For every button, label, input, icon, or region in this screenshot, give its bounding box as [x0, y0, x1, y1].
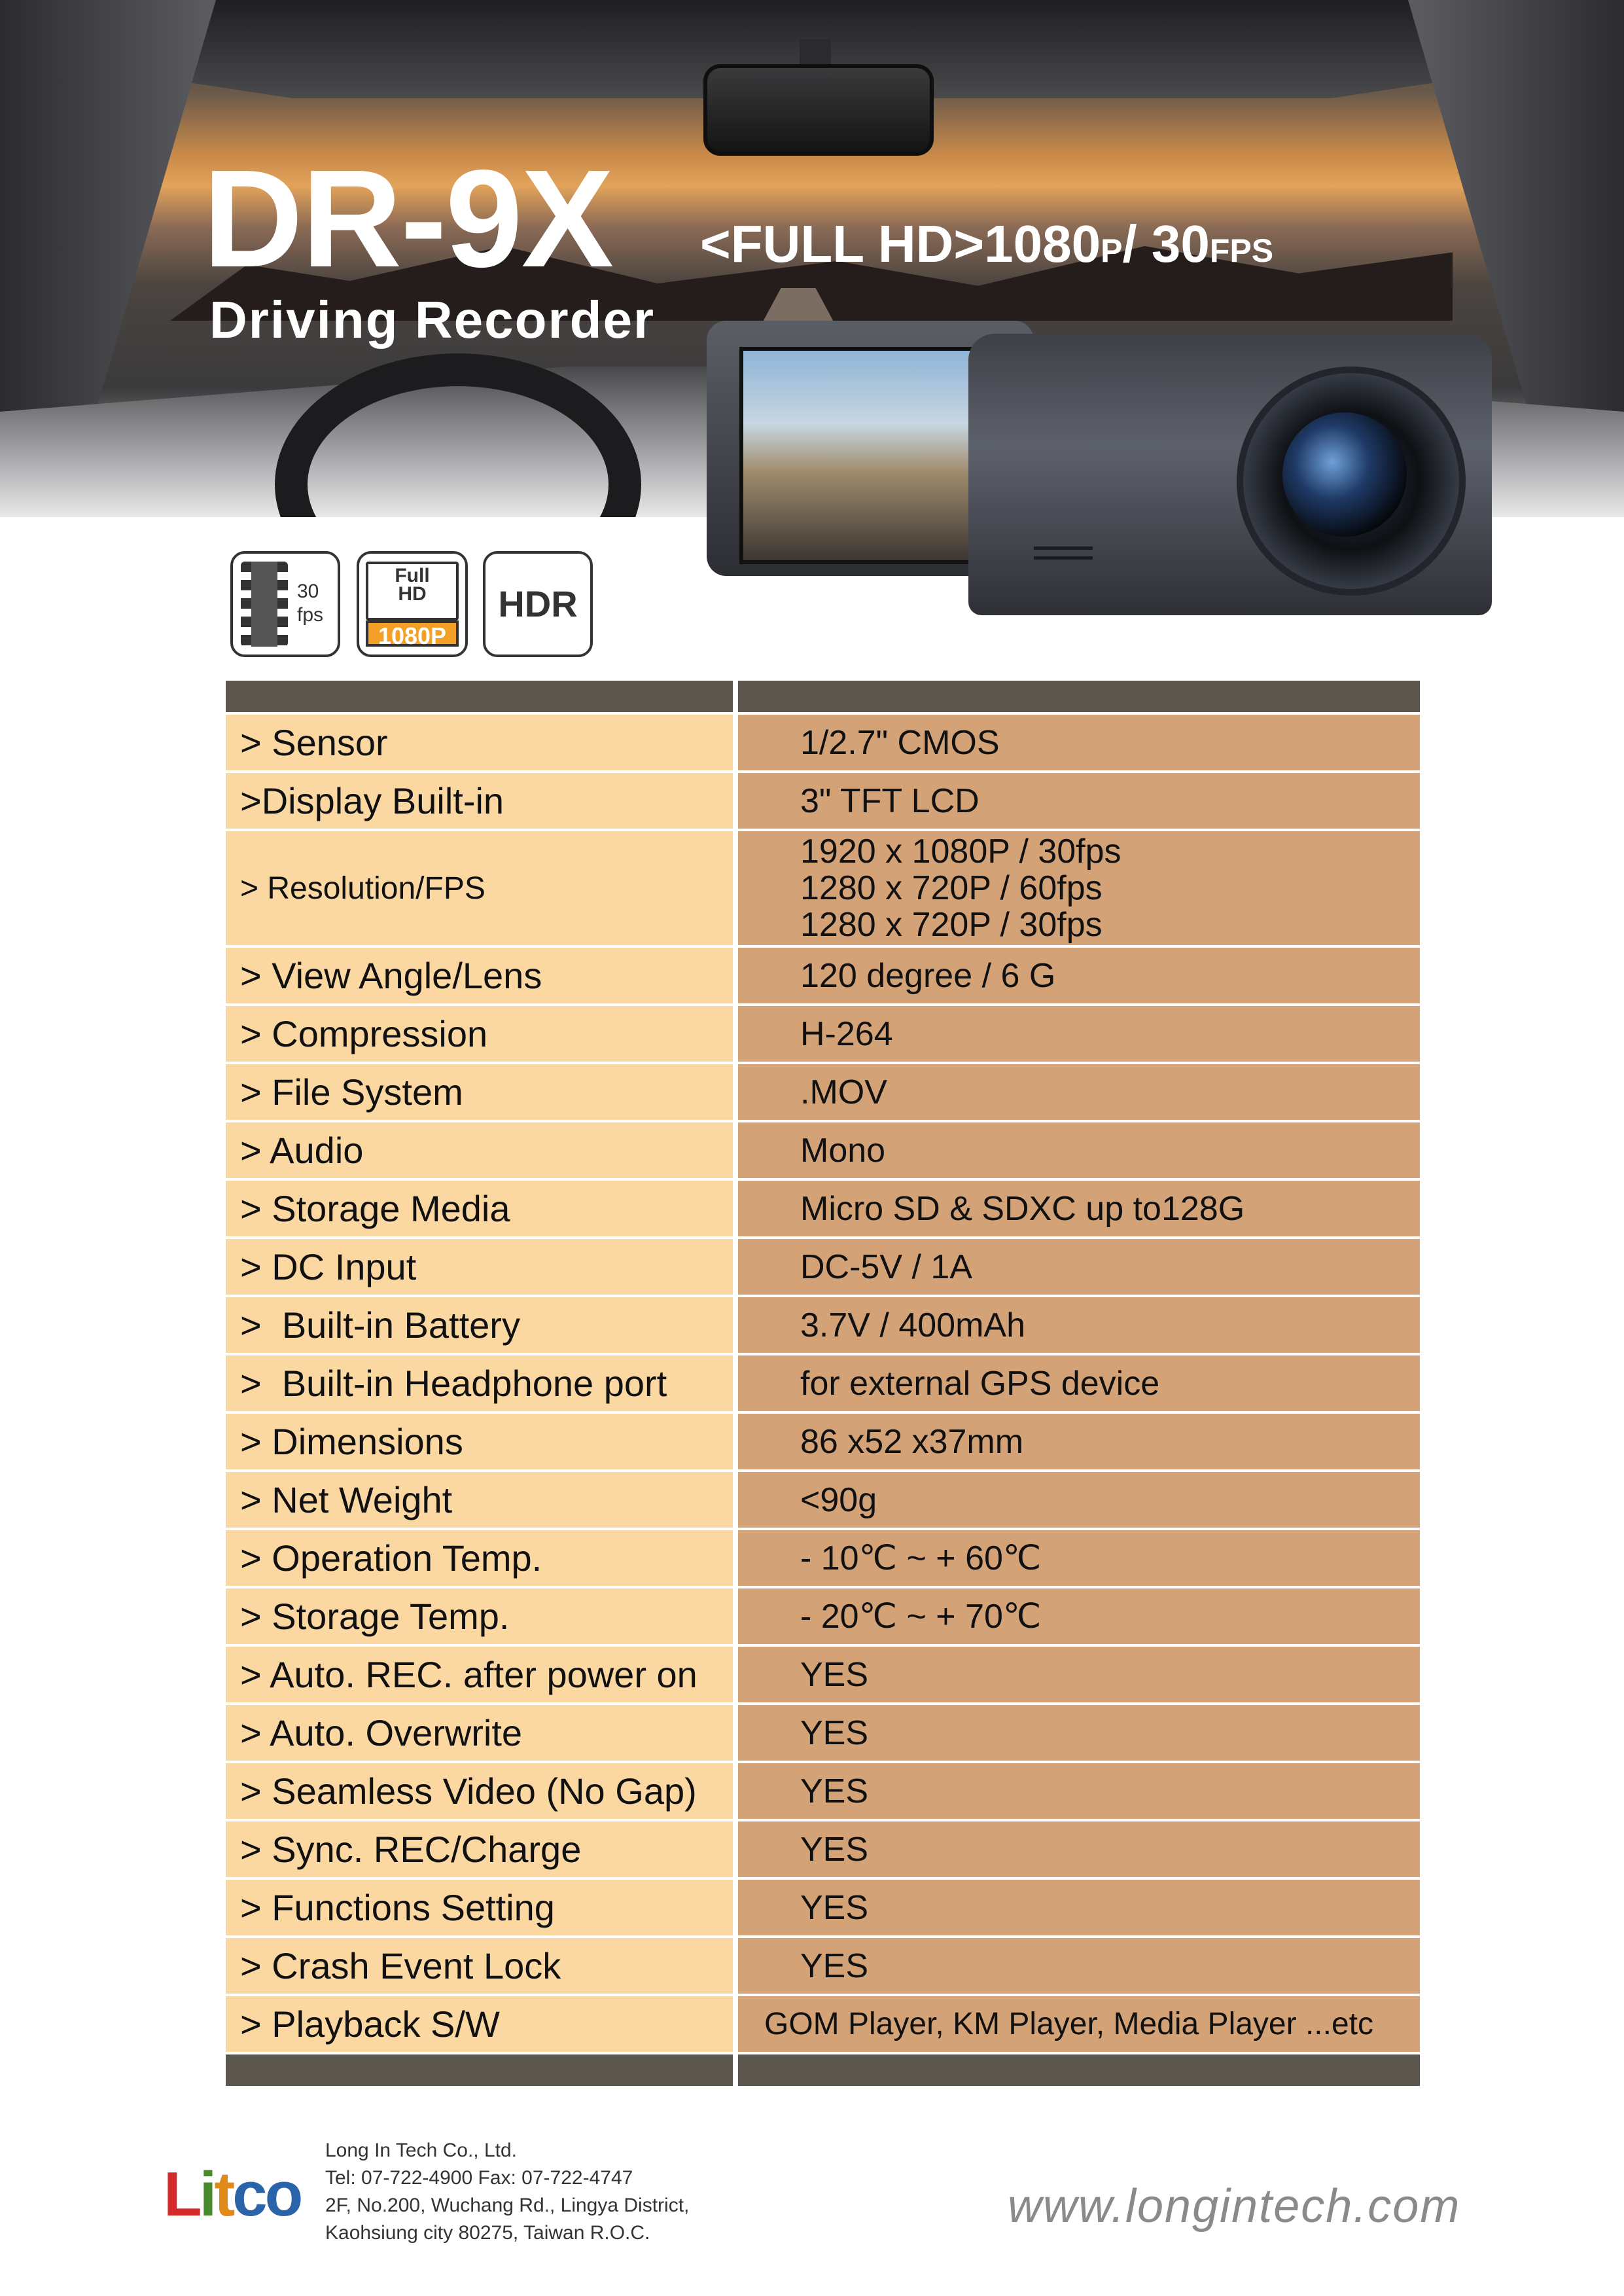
spec-p: P [1101, 232, 1123, 269]
spec-header-left [226, 681, 733, 712]
spec-row [226, 715, 1420, 773]
spec-row [226, 1996, 1420, 2054]
logo-letters-co: co [232, 2159, 301, 2229]
spec-row [226, 1880, 1420, 1938]
spec-rows [226, 715, 1420, 2054]
spec-value: 120 degree / 6 G [738, 948, 1420, 1003]
hd-badge-hd: HD [398, 583, 427, 605]
spec-value: <90g [738, 1472, 1420, 1528]
film-strip-icon [241, 562, 288, 647]
spec-row [226, 831, 1420, 948]
spec-value: YES [738, 1880, 1420, 1935]
spec-label: > Built-in Headphone port [226, 1355, 733, 1411]
spec-label: > View Angle/Lens [226, 948, 733, 1003]
company-phone: Tel: 07-722-4900 Fax: 07-722-4747 [325, 2167, 633, 2189]
full-hd-badge [357, 551, 468, 657]
spec-table [226, 681, 1420, 2086]
spec-value: YES [738, 1705, 1420, 1761]
spec-value-line: 1920 x 1080P / 30fps [800, 833, 1121, 870]
spec-value: YES [738, 1938, 1420, 1994]
spec-row [226, 1530, 1420, 1588]
website-link[interactable]: www.longintech.com [1008, 2180, 1461, 2233]
spec-table-footer [226, 2054, 1420, 2086]
spec-row [226, 1297, 1420, 1355]
company-address-line2: Kaohsiung city 80275, Taiwan R.O.C. [325, 2222, 650, 2244]
spec-value: DC-5V / 1A [738, 1239, 1420, 1295]
spec-label: > Storage Media [226, 1181, 733, 1236]
litco-logo [164, 2159, 300, 2231]
spec-label: > Resolution/FPS [226, 831, 733, 945]
spec-value: - 20℃ ~ + 70℃ [738, 1588, 1420, 1644]
spec-label: > Sync. REC/Charge [226, 1821, 733, 1877]
spec-label: > Seamless Video (No Gap) [226, 1763, 733, 1819]
spec-row [226, 1006, 1420, 1064]
spec-label: > DC Input [226, 1239, 733, 1295]
spec-value-line: 1280 x 720P / 30fps [800, 906, 1103, 944]
dashcam-product-image [694, 308, 1492, 622]
spec-value: 3" TFT LCD [738, 773, 1420, 829]
fps-badge-text [297, 580, 323, 627]
spec-label: >Display Built-in [226, 773, 733, 829]
spec-value: GOM Player, KM Player, Media Player ...etc [738, 1996, 1420, 2052]
spec-value: Mono [738, 1122, 1420, 1178]
spec-row [226, 1181, 1420, 1239]
spec-row [226, 1588, 1420, 1647]
spec-value-line: 1280 x 720P / 60fps [800, 869, 1103, 907]
spec-label: > Net Weight [226, 1472, 733, 1528]
product-model: DR-9X [203, 141, 613, 296]
spec-prefix: <FULL HD>1080 [700, 215, 1101, 273]
spec-row [226, 1355, 1420, 1414]
spec-row [226, 1064, 1420, 1122]
spec-label: > Audio [226, 1122, 733, 1178]
product-subtitle: Driving Recorder [209, 291, 656, 349]
spec-value: 3.7V / 400mAh [738, 1297, 1420, 1353]
spec-label: > Operation Temp. [226, 1530, 733, 1586]
company-address-line1: 2F, No.200, Wuchang Rd., Lingya District, [325, 2195, 690, 2216]
spec-value: Micro SD & SDXC up to128G [738, 1181, 1420, 1236]
logo-letter-t: t [214, 2159, 233, 2229]
spec-row [226, 1472, 1420, 1530]
spec-footer-right [738, 2054, 1420, 2086]
fps-badge-unit: fps [297, 604, 324, 626]
hd-screen-icon [366, 562, 459, 620]
spec-value: YES [738, 1821, 1420, 1877]
rearview-mirror-image [703, 64, 934, 156]
spec-value: 86 x52 x37mm [738, 1414, 1420, 1469]
spec-label: > Functions Setting [226, 1880, 733, 1935]
spec-value: .MOV [738, 1064, 1420, 1120]
spec-table-header [226, 681, 1420, 712]
spec-label: > Crash Event Lock [226, 1938, 733, 1994]
spec-value: 1/2.7" CMOS [738, 715, 1420, 770]
spec-row [226, 1938, 1420, 1996]
spec-value [738, 831, 1420, 945]
camera-speaker-grill [1034, 547, 1093, 560]
spec-label: > Built-in Battery [226, 1297, 733, 1353]
spec-footer-left [226, 2054, 733, 2086]
spec-row [226, 1122, 1420, 1181]
spec-row [226, 1821, 1420, 1880]
spec-value: YES [738, 1647, 1420, 1702]
spec-label: > Storage Temp. [226, 1588, 733, 1644]
spec-value: YES [738, 1763, 1420, 1819]
spec-label: > Auto. Overwrite [226, 1705, 733, 1761]
spec-fps: FPS [1209, 232, 1274, 269]
spec-label: > Playback S/W [226, 1996, 733, 2052]
logo-letter-i: i [199, 2159, 215, 2229]
spec-label: > Sensor [226, 715, 733, 770]
hd-badge-resolution: 1080P [366, 620, 459, 647]
spec-mid: / 30 [1122, 215, 1210, 273]
spec-row [226, 1705, 1420, 1763]
spec-value: H-264 [738, 1006, 1420, 1062]
spec-row [226, 773, 1420, 831]
spec-header-right [738, 681, 1420, 712]
company-name: Long In Tech Co., Ltd. [325, 2140, 517, 2161]
spec-label: > Auto. REC. after power on [226, 1647, 733, 1702]
spec-row [226, 1647, 1420, 1705]
spec-value: for external GPS device [738, 1355, 1420, 1411]
spec-label: > Compression [226, 1006, 733, 1062]
hdr-badge: HDR [483, 551, 593, 657]
fps-badge-number: 30 [297, 581, 319, 602]
fps-badge [230, 551, 340, 657]
spec-row [226, 948, 1420, 1006]
company-info [325, 2137, 689, 2247]
spec-row [226, 1239, 1420, 1297]
spec-row [226, 1763, 1420, 1821]
hd-badge-full: Full [395, 565, 430, 586]
spec-row [226, 1414, 1420, 1472]
spec-value: - 10℃ ~ + 60℃ [738, 1530, 1420, 1586]
spec-label: > File System [226, 1064, 733, 1120]
product-spec-headline [700, 215, 1273, 280]
spec-label: > Dimensions [226, 1414, 733, 1469]
logo-letter-l: L [164, 2159, 200, 2229]
camera-lens-glass [1282, 412, 1407, 537]
